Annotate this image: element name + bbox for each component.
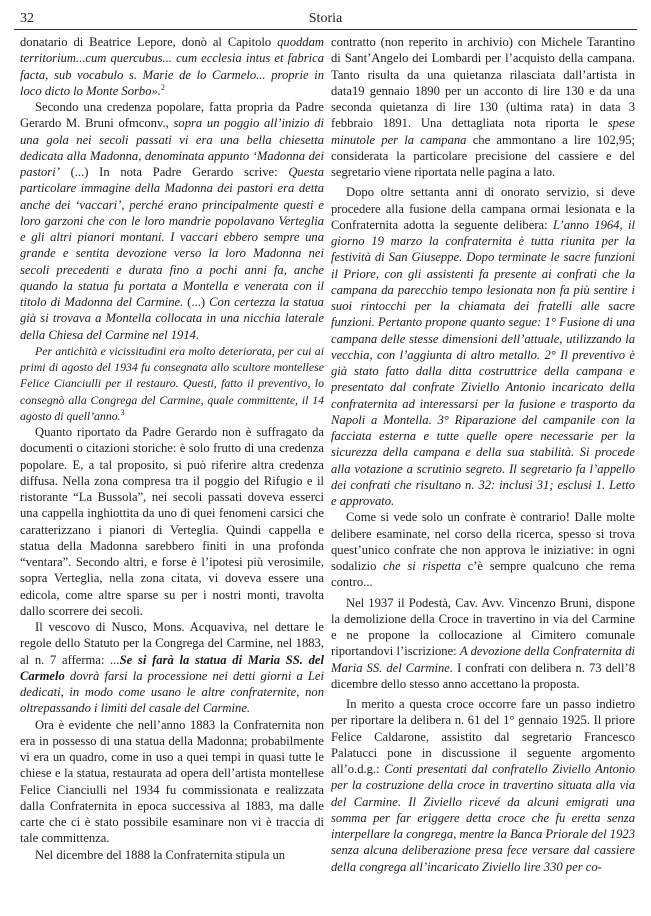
paragraph: Ora è evidente che nell’anno 1883 la Confraternita non era in possesso di una statua della Madonna; probabilmente vi era un quadro, come in uso a quei tempi in quasi tutte le chiese e la statua, restaurata ad opera dell’artista montellese Felice Cianciulli nel 1934 fu commissionata e realizzata dalla Confraternita in epoca successiva al 1883, ma dalle carte che ci è stato possibile esaminare non vi è traccia di tale committenza. bbox=[20, 717, 324, 846]
paragraph: Nel dicembre del 1888 la Confraternita stipula un bbox=[35, 847, 286, 862]
header-rule bbox=[14, 29, 637, 30]
paragraph: Secondo una credenza popolare, fatta propria da Padre Gerardo M. Bruni ofmconv., sopra un poggio all’inizio di una gola nei secoli passati vi era una bella chiesetta dedicata alla Madonna, denominata appunto ‘Madonna dei pastori’ (...) In nota Padre Gerardo scrive: Questa particolare immagine della Madonna dei pastori era detta anche dei ‘vaccari’, perché erano principalmente questi e loro garzoni che con le loro mandrie popolavano Verteglia e gli altri pianori montani. I vaccari ebbero sempre una grande e sentita devozione verso la loro Madonna nei secoli precedenti e durata fino a pochi anni fa, anche quando la statua fu portata a Montella e venerata con il titolo di Madonna del Carmine. (...) Con certezza la statua già si trovava a Montella collocata in una nicchia laterale della Chiesa del Carmine nel 1914. bbox=[20, 100, 324, 342]
running-title: Storia bbox=[308, 11, 343, 26]
paragraph: Per antichità e vicissitudini era molto deteriorata, per cui ai primi di agosto del 1934 fu consegnata allo scultore montellese Felice Cianciulli per il restauro. Questi, fatto il preventivo, lo consegnò alla Congrega del Carmine, quale committente, il 14 agosto di quell’anno.$^3$ bbox=[20, 343, 324, 423]
paragraph: In merito a questa croce occorre fare un passo indietro per riportare la delibera n. 61 del 1° gennaio 1925. Il priore Felice Caldarone, assistito dal segretario Francesco Palatucci pone in discussione il seguente argomento all’o.d.g.: Conti presentati dal confratello Ziviello Antonio per la costruzione della croce in travertino situata alla via del Carmine. Il Ziviello ricevé da alcuni emigrati una somma per far eriggere detta croce che fu eretta senza interpellare la congrega, mentre la Banca Priorale del 1923 senza alcuna deliberazione presa fece versare dal cassiere della congrega all’incaricato Ziviello lire 330 per co- bbox=[331, 697, 635, 874]
paragraph: Dopo oltre settanta anni di onorato servizio, si deve procedere alla fusione della campana ormai lesionata e la Confraternita adotta la seguente delibera: L’anno 1964, il giorno 19 marzo la confraternita è tutta riunita per la festività di San Giuseppe. Dopo terminate le sacre funzioni il Priore, con gli assistenti fa presente ai confrati che la campana da parecchio tempo lesionata non fa più sentire i suoi rintocchi per la chiamata dei fratelli alle sacre funzioni. Pertanto propone quanto segue: 1° Fusione di una campana delle stesse dimensioni dell’attuale, utilizzando la vecchia, con l’aggiunta di altro metallo. 2° Il preventivo è già stato fatto dalla ditta costruttrice della campana e presentato dal confrate Ziviello Antonio incaricato della confraternita ad interessarsi per la fusione e trasporto da Napoli a Montella. 3° Riparazione del campanile con la facciata esterna e tutte quelle opere necessarie per la sicurezza della campana e della sua stabilità. Si procede alla votazione a scrutinio segreto. Il segretario fa l’appello dei confrati che risultano n. 32: inclusi 31; esclusi 1. Letto e approvato. bbox=[331, 185, 635, 508]
paragraph: donatario di Beatrice Lepore, donò al Capitolo quoddam territorium...cum quercubus... cum ecclesia intus et fabrica facta, sub vocabulo s. Marie de lo Carmelo... proprie in loco dicto lo Monte Sorbo».$^2$ bbox=[20, 35, 324, 98]
paragraph: Il vescovo di Nusco, Mons. Acquaviva, nel dettare le regole dello Statuto per la Congrega del Carmine, nel 1883, al n. 7 afferma: ...Se si farà la statua di Maria SS. del Carmelo dovrà farsi la processione nei detti giorni a Lei dedicati, in modo come usano le altre confraternite, non oltrepassando i limiti del casale del Carmine. bbox=[20, 620, 324, 716]
page-number: 32 bbox=[20, 11, 34, 26]
paragraph: Quanto riportato da Padre Gerardo non è suffragato da documenti o citazioni storiche: è solo frutto di una credenza popolare. E, a tal proposito, si può riferire altra credenza diffusa. Nella zona compresa tra il poggio del Rifugio e il ristorante “La Bussola”, nei secoli passati doveva esserci una cappella inghiottita da uno di quei fenomeni carsici che caratterizzano i pianori di Verteglia. Quindi cappella e statua della Madonna sarebbero finiti in una profonda “ventara”. Secondo altri, e forse è l’ipotesi più verosimile, sopra Verteglia, nella zona citata, vi doveva essere una edicola, come altre sparse su per i nostri monti, travolta dallo scorrere dei secoli. bbox=[20, 425, 324, 618]
page-header bbox=[14, 8, 637, 28]
right-column bbox=[331, 34, 635, 906]
left-column bbox=[20, 34, 324, 906]
paragraph: Come si vede solo un confrate è contrario! Dalle molte delibere esaminate, nel corso della ricerca, spesso si trova quest’unico confrate che non approva le iniziative: in ogni sodalizio che si rispetta c’è sempre qualcuno che rema contro... bbox=[331, 510, 635, 590]
paragraph: contratto (non reperito in archivio) con Michele Tarantino di Sant’Angelo dei Lombardi per l’acquisto della campana. Tanto risulta da una quietanza rilasciata dall’artista in data19 gennaio 1890 per un acconto di lire 130 e da una seconda quietanza di lire 130 (ultima rata) in data 3 febbraio 1891. Una dettagliata nota riporta le spese minutole per la campana che ammontano a lire 102,95; considerata la particolare precisione del cassiere e del segretario viene riportata nelle pagina a lato. bbox=[331, 35, 635, 179]
paragraph: Nel 1937 il Podestà, Cav. Avv. Vincenzo Bruni, dispone la demolizione della Croce in travertino in via del Carmine e ne propone la collocazione al Cimitero comunale riportandovi l’iscrizione: A devozione della Confraternita di Maria SS. del Carmine. I confrati con delibera n. 73 dell’8 dicembre dello stesso anno accettano la proposta. bbox=[331, 595, 635, 691]
